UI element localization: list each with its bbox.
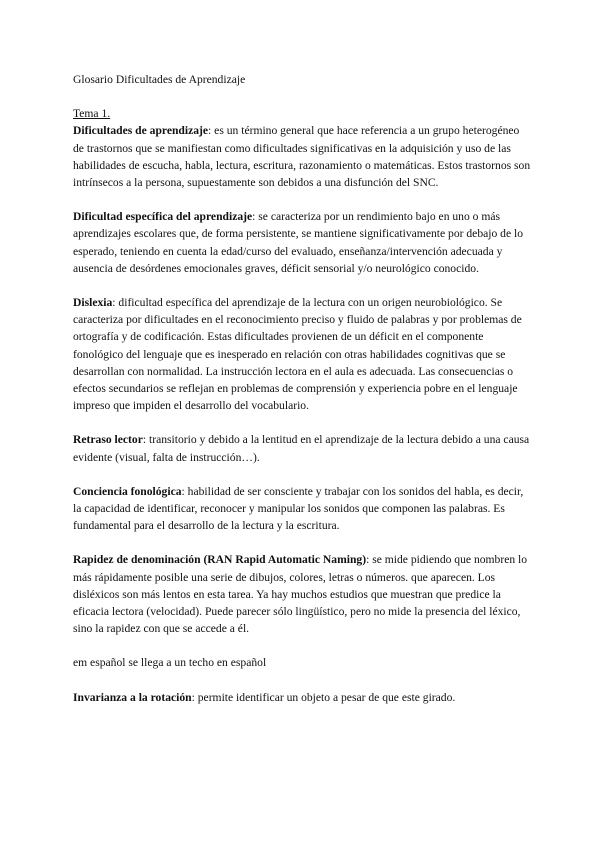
term-separator: :	[142, 433, 149, 447]
glossary-definition: dificultad específica del aprendizaje de la lectura con un origen neurobiológico. Se caracteriza por dificultades en el reconocimiento preciso y fluido de palabras y por problemas de ortografía y de codificación. Estas dificultades provienen de un déficit en el componente fonológico del lenguaje que es inesperado en relación con otras habilidades cognitivas que se desarrollan con normalidad. La instrucción lectora en el aula es adecuada. Las consecuencias o efectos secundarios se reflejan en problemas de comprensión y experiencia pobre en el lenguaje impreso que impiden el desarrollo del vocabulario.	[73, 296, 522, 413]
term-separator: :	[366, 553, 373, 567]
glossary-entry	[73, 483, 533, 535]
term-separator: :	[181, 484, 188, 498]
glossary-term: Dislexia	[73, 296, 113, 310]
glossary-definition: transitorio y debido a la lentitud en el aprendizaje de la lectura debido a una causa evidente (visual, falta de instrucción…).	[73, 433, 530, 464]
document-title: Glosario Dificultades de Aprendizaje	[73, 73, 246, 86]
term-separator: :	[252, 210, 259, 224]
glossary-entry	[73, 294, 533, 414]
glossary-definition: habilidad de ser consciente y trabajar con los sonidos del habla, es decir, la capacidad de identificar, reconocer y manipular los sonidos que componen las palabras. Es fundamental para el desarrollo de la lectura y la escritura.	[73, 484, 524, 533]
glossary-entry	[73, 208, 533, 277]
glossary-entry	[73, 122, 533, 191]
glossary-entry	[73, 431, 533, 465]
glossary-term: Invarianza a la rotación	[73, 690, 192, 704]
document-page	[73, 71, 533, 723]
glossary-definition: permite identificar un objeto a pesar de que este girado.	[197, 690, 456, 704]
term-separator: :	[208, 124, 215, 138]
term-separator: :	[112, 296, 119, 310]
glossary-entry	[73, 551, 533, 637]
glossary-term: Rapidez de denominación (RAN Rapid Automatic Naming)	[73, 553, 367, 567]
glossary-term: Conciencia fonológica	[73, 484, 182, 498]
document-note: em español se llega a un techo en español	[73, 656, 267, 670]
glossary-term: Dificultades de aprendizaje	[73, 124, 209, 138]
glossary-definition: es un término general que hace referencia a un grupo heterogéneo de trastornos que se manifiestan como dificultades significativas en la adquisición y uso de las habilidades de escucha, habla, lectura, escritura, razonamiento o matemáticas. Estos trastornos son intrínsecos a la persona, supuestamente son debidos a una disfunción del SNC.	[73, 124, 531, 190]
glossary-entry	[73, 689, 533, 706]
section-heading: Tema 1.	[73, 107, 111, 121]
glossary-definition: se caracteriza por un rendimiento bajo en uno o más aprendizajes escolares que, de forma persistente, se mantiene significativamente por debajo de lo esperado, teniendo en cuenta la edad/curso del evaluado, enseñanza/intervención adecuada y ausencia de desórdenes emocionales graves, déficit sensorial y/o neurológico conocido.	[73, 210, 524, 275]
term-separator: :	[191, 690, 198, 704]
glossary-term: Dificultad específica del aprendizaje	[73, 210, 253, 224]
glossary-term: Retraso lector	[73, 433, 143, 447]
glossary-definition: se mide pidiendo que nombren lo más rápidamente posible una serie de dibujos, colores, letras o números. que aparecen. Los disléxicos son más lentos en esta tarea. Ya hay muchos estudios que muestran que predice la eficacia lectora (velocidad). Puede parecer sólo lingüístico, pero no mide la presencia del léxico, sino la rapidez con que se accede a él.	[73, 553, 528, 636]
